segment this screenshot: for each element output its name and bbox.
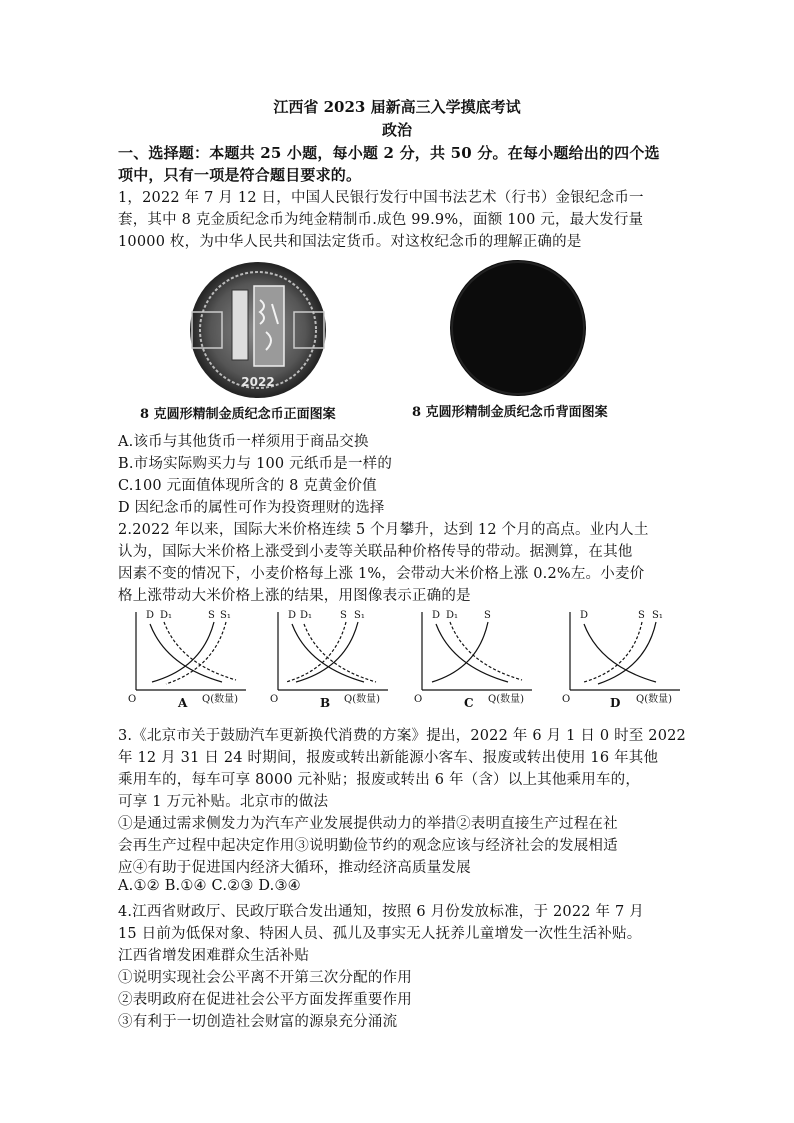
q2-graph-d-axis-label: Q(数量) (636, 694, 673, 705)
q2-graph-c-axis-label: Q(数量) (488, 694, 525, 705)
section-heading-line-2: 项中，只有一项是符合题目要求的。 (118, 166, 362, 184)
q2-graph-b-option: B (320, 696, 331, 710)
coin-back-illustration (448, 258, 588, 398)
coin-back-image (448, 258, 588, 402)
q4-statement-1: ①说明实现社会公平离不开第三次分配的作用 (118, 970, 412, 986)
q4-stem-line-1: 4.江西省财政厅、民政厅联合发出通知，按照 6 月份发放标准，于 2022 年 7 月 (118, 904, 644, 920)
q3-statement-line-3: 应④有助于促进国内经济大循环，推动经济高质量发展 (118, 860, 471, 876)
q2-graph-d-origin: O (562, 694, 571, 705)
q2-stem-line-1: 2.2022 年以来，国际大米价格连续 5 个月攀升，达到 12 个月的高点。业内人土 (118, 522, 649, 538)
q2-stem-line-4: 格上涨带动大米价格上涨的结果，用图像表示正确的是 (118, 588, 471, 604)
q2-graph-c-s-label: S (484, 610, 491, 621)
q4-stem-line-3: 江西省增发困难群众生活补贴 (118, 948, 310, 964)
exam-title: 江西省 2023 届新高三入学摸底考试 (273, 98, 521, 116)
q2-graph-c-origin: O (414, 694, 423, 705)
q3-stem-line-2: 年 12 月 31 日 24 时期间，报废或转出新能源小客车、报废或转出使用 16 年其他 (118, 750, 659, 766)
q1-option-b: B.市场实际购买力与 100 元纸币是一样的 (118, 456, 393, 472)
q2-graph-a-origin: O (128, 694, 137, 705)
q2-stem-line-2: 认为，国际大米价格上涨受到小麦等关联品种价格传导的带动。据测算，在其他 (118, 544, 633, 560)
q2-graph-d-s-label: S (638, 610, 645, 621)
q3-stem-line-4: 可享 1 万元补贴。北京市的做法 (118, 794, 329, 810)
coin-front-year: 2022 (241, 375, 275, 389)
q1-option-c: C.100 元面值体现所含的 8 克黄金价值 (118, 478, 377, 494)
q2-graph-c-d1-label: D₁ (446, 610, 459, 621)
q1-stem-line-3: 10000 枚，为中华人民共和国法定货币。对这枚纪念币的理解正确的是 (118, 234, 582, 250)
q2-graph-b (268, 604, 408, 714)
q2-graph-d-option: D (610, 696, 621, 710)
caption-coin-back: 8 克圆形精制金质纪念币背面图案 (412, 405, 608, 420)
q2-graph-a-d1-label: D₁ (160, 610, 173, 621)
q4-stem-line-2: 15 日前为低保对象、特困人员、孤儿及事实无人抚养儿童增发一次性生活补贴。 (118, 926, 642, 942)
q2-graph-a-s1-label: S₁ (220, 610, 231, 621)
q4-statement-3: ③有利于一切创造社会财富的源泉充分涌流 (118, 1014, 398, 1030)
q2-graph-a-axis-label: Q(数量) (202, 694, 239, 705)
q1-stem-line-2: 套，其中 8 克金质纪念币为纯金精制币.成色 99.9%，面额 100 元，最大发行量 (118, 212, 644, 228)
q3-options: A.①② B.①④ C.②③ D.③④ (118, 878, 301, 894)
q2-graph-d (560, 604, 700, 714)
q2-graph-d-s1-label: S₁ (652, 610, 663, 621)
subject-title: 政治 (381, 121, 412, 139)
q3-statement-line-1: ①是通过需求侧发力为汽车产业发展提供动力的举措②表明直接生产过程在社 (118, 816, 618, 832)
q3-statement-line-2: 会再生产过程中起决定作用③说明勤俭节约的观念应该与经济社会的发展相适 (118, 838, 618, 854)
q2-graph-c (412, 604, 552, 714)
q2-graph-d-d-label: D (580, 610, 589, 621)
q3-stem-line-3: 乘用车的，每车可享 8000 元补贴；报废或转出 6 年（含）以上其他乘用车的， (118, 772, 641, 788)
q1-stem-line-1: 1，2022 年 7 月 12 日，中国人民银行发行中国书法艺术（行书）金银纪念币一 (118, 190, 644, 206)
coin-front-illustration (168, 260, 348, 400)
q2-graph-b-s1-label: S₁ (354, 610, 365, 621)
q1-option-a: A.该币与其他货币一样须用于商品交换 (118, 434, 369, 450)
q2-graph-b-origin: O (270, 694, 279, 705)
q3-stem-line-1: 3.《北京市关于鼓励汽车更新换代消费的方案》提出，2022 年 6 月 1 日 0 时至 2022 (118, 728, 686, 744)
q1-option-d: D 因纪念币的属性可作为投资理财的选择 (118, 500, 385, 516)
caption-coin-front: 8 克圆形精制金质纪念币正面图案 (140, 407, 336, 422)
q2-graph-b-d-label: D (288, 610, 297, 621)
q2-graph-b-axis-label: Q(数量) (344, 694, 381, 705)
q2-graph-b-s-label: S (340, 610, 347, 621)
q2-stem-line-3: 因素不变的情况下，小麦价格每上涨 1%，会带动大米价格上涨 0.2%左。小麦价 (118, 566, 645, 582)
q2-graph-a-d-label: D (146, 610, 155, 621)
q2-graph-a (126, 604, 266, 714)
q2-graph-a-option: A (178, 696, 188, 710)
q2-graph-b-d1-label: D₁ (300, 610, 313, 621)
q2-graph-c-option: C (464, 696, 474, 710)
q2-graph-a-s-label: S (208, 610, 215, 621)
q4-statement-2: ②表明政府在促进社会公平方面发挥重要作用 (118, 992, 412, 1008)
coin-front-image (168, 260, 348, 404)
q2-graph-c-d-label: D (432, 610, 441, 621)
section-heading-line-1: 一、选择题：本题共 25 小题，每小题 2 分，共 50 分。在每小题给出的四个选 (118, 144, 660, 162)
